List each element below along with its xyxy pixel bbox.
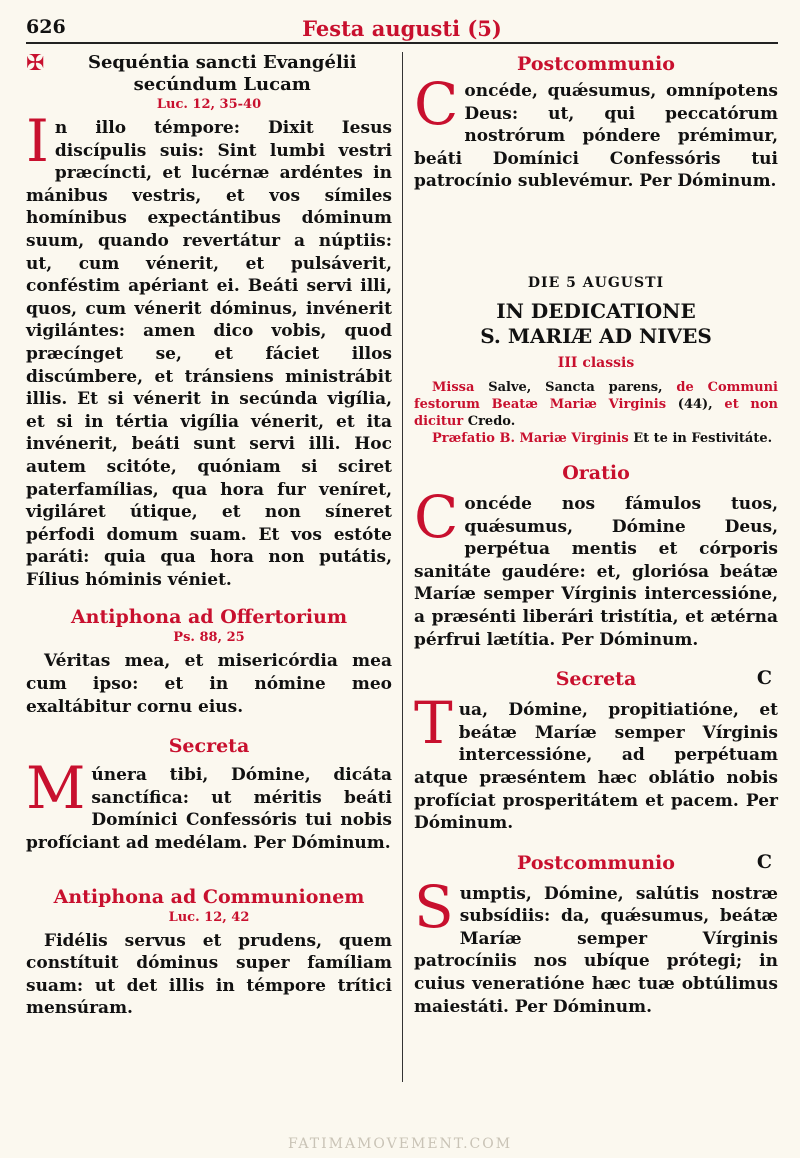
page-number: 626 bbox=[26, 16, 66, 38]
oratio-title: Oratio bbox=[562, 461, 630, 484]
postcommunion-text: Concéde, quǽsumus, omnípotens Deus: ut, qui peccatórum nostrórum póndere prémimur, beáti Domínici Confessóris tui patrocínio sublevémur. Per Dóminum. bbox=[414, 70, 778, 192]
feast-title-line1: IN DEDICATIONE bbox=[496, 298, 696, 323]
feast-class: III classis bbox=[557, 354, 635, 371]
postcommunion2-text: Sumptis, Dómine, salútis nostræ subsídiis: da, quǽsumus, beátæ Maríæ semper Vírginis patrocíniis nos ubíque prótegi; in cuius veneratióne hæc tuæ obtúlimus maiestáti. Per Dóminum. bbox=[414, 872, 778, 1017]
right-column bbox=[414, 52, 778, 1018]
drop-cap: C bbox=[414, 70, 459, 138]
feast-title-line2: S. MARIÆ AD NIVES bbox=[480, 323, 712, 348]
rubric-praefatio: Præfatio B. Mariæ Virginis Et te in Festivitáte. bbox=[432, 430, 773, 446]
left-column bbox=[26, 52, 392, 1020]
watermark: FATIMAMOVEMENT.COM bbox=[287, 1136, 513, 1152]
running-title: Festa augusti (5) bbox=[302, 16, 502, 41]
drop-cap: M bbox=[26, 754, 86, 823]
drop-cap: C bbox=[414, 482, 459, 551]
gospel-reference: Luc. 12, 35-40 bbox=[156, 97, 262, 112]
column-divider bbox=[402, 52, 403, 1082]
feast-date: DIE 5 AUGUSTI bbox=[527, 274, 665, 291]
secret-heading bbox=[414, 667, 778, 691]
postcommunion2-heading bbox=[414, 851, 778, 875]
offertory-reference: Ps. 88, 25 bbox=[173, 630, 245, 646]
secret-text: Tua, Dómine, propitiatióne, et beátæ Maríæ semper Vírginis intercessióne, ad perpétuam atque præséntem hæc oblátio nobis profíciat prosperitátem et pacem. Per Dóminum. bbox=[414, 689, 778, 834]
gospel-text: In illo témpore: Dixit Iesus discípulis suis: Sint lumbi vestri præcíncti, et lucérnæ ardéntes in mánibus vestris, et vos símiles homínibus expectántibus dóminum suum, quando revertátur a núptiis: ut, cum vénerit, et pulsáverit, conféstim apériant ei. Beáti servi illi, quos, cum vénerit dóminus, invénerit vigilántes: amen dico vobis, quod præcínget se, et fáciet illos discúmbere, et tránsiens ministrábit illis. Et si vénerit in secúnda vigília, et si in tértia vigília vénerit, et ita invénerit, beáti sunt servi illi. Hoc autem scitóte, quóniam si sciret paterfamílias, qua hora fur veníret, vigiláret útique, et non síneret pérfodi domum suam. Et vos estóte paráti: quia qua hora non putátis, Fílius hóminis véniet. bbox=[26, 107, 392, 590]
secret-title: Secreta bbox=[555, 668, 637, 691]
postcommunion2-mark: C bbox=[756, 850, 772, 873]
gospel-title: Sequéntia sancti Evangélii secúndum Lucam bbox=[87, 52, 357, 95]
drop-cap: S bbox=[414, 872, 454, 941]
communion-reference: Luc. 12, 42 bbox=[168, 909, 250, 925]
communion-title: Antiphona ad Communionem bbox=[53, 885, 365, 908]
secret-text: Múnera tibi, Dómine, dicáta sanctífica: ut méritis beáti Domínici Confessóris tui nobis profíciant ad medélam. Per Dóminum. bbox=[26, 754, 392, 854]
cross-icon: ✠ bbox=[26, 51, 45, 76]
drop-cap: T bbox=[414, 689, 453, 758]
offertory-title: Antiphona ad Offertorium bbox=[70, 606, 348, 629]
rubric-missa: Missa Salve, Sancta parens, de Communi festorum Beatæ Mariæ Virginis (44), et non dicitur Credo. bbox=[414, 379, 778, 429]
oratio-text: Concéde nos fámulos tuos, quǽsumus, Dómine Deus, perpétua mentis et córporis sanitáte gaudére: et, gloriósa beátæ Maríæ semper Vírginis intercessióne, a præsénti liberári tristítia, et ætérna pérfrui lætítia. Per Dóminum. bbox=[414, 482, 778, 650]
gospel-heading bbox=[26, 52, 392, 96]
secret-title: Secreta bbox=[168, 735, 250, 758]
offertory-text: Véritas mea, et misericórdia mea cum ipso: et in nómine meo exaltábitur cornu eius. bbox=[26, 651, 392, 717]
page-header bbox=[26, 14, 778, 44]
communion-text: Fidélis servus et prudens, quem constítuit dóminus super famíliam suam: ut det illis in témpore trítici mensúram. bbox=[26, 930, 392, 1019]
secret-mark: C bbox=[756, 667, 772, 690]
postcommunion2-title: Postcommunio bbox=[517, 851, 675, 874]
postcommunion-title: Postcommunio bbox=[517, 53, 675, 75]
drop-cap: I bbox=[26, 107, 49, 175]
